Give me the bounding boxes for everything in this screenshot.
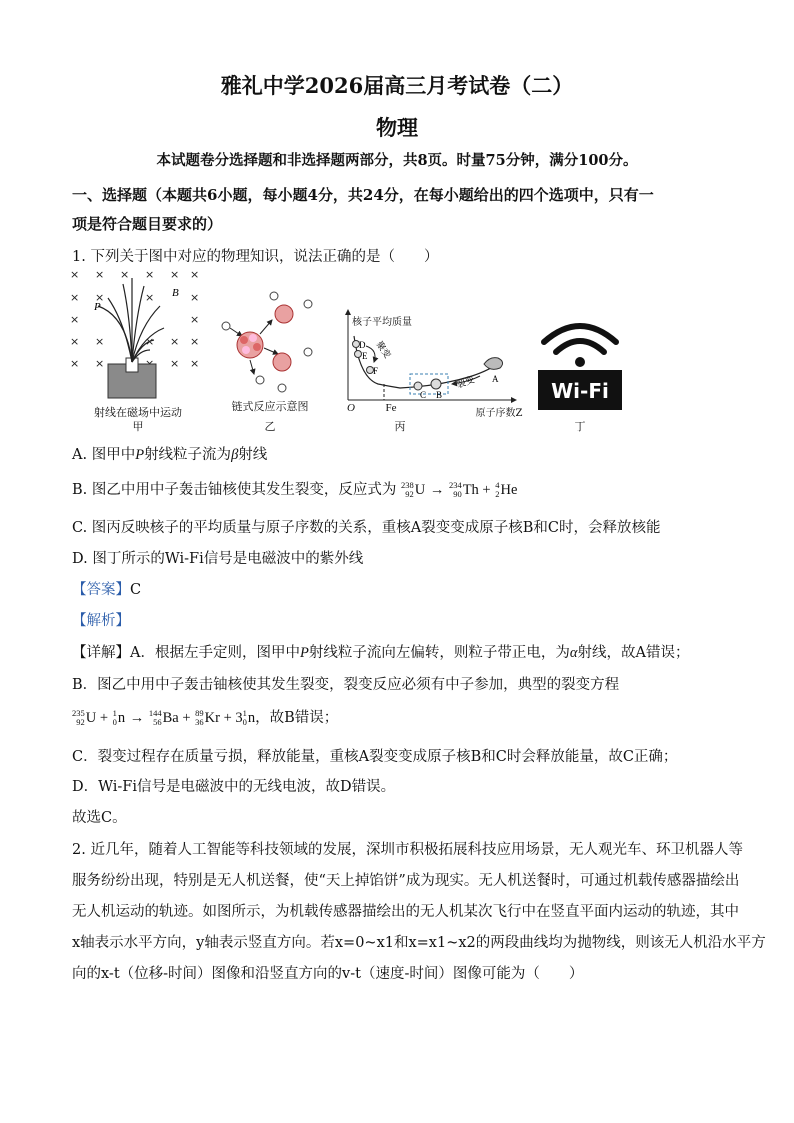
- answer-value: C: [130, 582, 142, 598]
- figure-yi-caption: 链式反应示意图: [231, 400, 309, 413]
- conclusion: 故选C。: [72, 810, 127, 826]
- detail-b: B．图乙中用中子轰击铀核使其发生裂变，裂变反应必须有中子参加，典型的裂变方程: [72, 677, 620, 693]
- subject-title: 物理: [376, 115, 418, 140]
- q1-option-d: D. 图丁所示的Wi-Fi信号是电磁波中的紫外线: [72, 551, 364, 567]
- figure-bing-xlabel: 原子序数Z: [475, 408, 523, 419]
- q2-line3: 无人机运动的轨迹。如图所示，为机载传感器描绘出的无人机某次飞行中在竖直平面内运动的轨迹，其中: [72, 904, 739, 920]
- q2-line1: 2. 近几年，随着人工智能等科技领域的发展，深圳市积极拓展科技应用场景，无人观光车、环卫机器人等: [72, 842, 743, 858]
- svg-text:裂变: 裂变: [455, 375, 476, 391]
- svg-text:×: ×: [70, 268, 80, 281]
- svg-text:聚变: 聚变: [373, 339, 393, 361]
- figure-jia-diagram: [68, 266, 208, 416]
- svg-text:×: ×: [120, 268, 130, 281]
- svg-text:×: ×: [70, 313, 80, 326]
- svg-text:×: ×: [95, 335, 105, 348]
- svg-text:P: P: [94, 301, 101, 313]
- svg-text:×: ×: [170, 357, 180, 370]
- q2-line2: 服务纷纷出现，特别是无人机送餐，使“天上掉馅饼”成为现实。无人机送餐时，可通过机载传感器描绘出: [72, 873, 740, 889]
- svg-text:×: ×: [95, 268, 105, 281]
- fission-equation: 235 92 U + 1 0 n → 144 56 Ba + 89 36 Kr + 3 1 0 n，故B错误；: [72, 708, 339, 727]
- svg-text:×: ×: [95, 291, 105, 304]
- analysis-tag: 【解析】: [72, 613, 130, 629]
- detail-c: C．裂变过程存在质量亏损，释放能量，重核A裂变变成原子核B和C时会释放能量，故C正确；: [72, 749, 678, 765]
- q2-line5: 向的x-t（位移-时间）图像和沿竖直方向的v-t（速度-时间）图像可能为（ ）: [72, 966, 584, 982]
- figure-jia-caption: 射线在磁场中运动: [94, 406, 182, 419]
- svg-text:A: A: [492, 374, 499, 384]
- answer-tag: 【答案】: [72, 582, 130, 598]
- svg-text:×: ×: [190, 291, 200, 304]
- u238-nuclide: 238 92: [400, 480, 414, 499]
- svg-text:B: B: [172, 287, 179, 299]
- svg-text:×: ×: [190, 268, 200, 281]
- q1-stem: 1. 下列关于图中对应的物理知识，说法正确的是（ ）: [72, 249, 439, 265]
- section-heading-line1: 一、选择题（本题共6小题，每小题4分，共24分，在每小题给出的四个选项中，只有一: [72, 186, 654, 204]
- figure-bing-origin: O: [347, 402, 355, 414]
- svg-text:C: C: [420, 390, 427, 400]
- svg-text:×: ×: [170, 335, 180, 348]
- figure-yi-label: 乙: [264, 420, 276, 433]
- figure-yi: [220, 290, 320, 405]
- figure-ding-label: 丁: [574, 420, 586, 433]
- q1-option-b: B. 图乙中用中子轰击铀核使其发生裂变，反应式为 238 92 U → 234 90 Th + 4 2 He: [72, 480, 518, 499]
- figure-jia: [68, 266, 208, 416]
- svg-text:D: D: [359, 340, 366, 350]
- svg-text:Wi-Fi: Wi-Fi: [551, 379, 609, 403]
- q2-line4: x轴表示水平方向，y轴表示竖直方向。若x=0~x1和x=x1~x2的两段曲线均为抛物线，则该无人机沿水平方: [72, 935, 766, 951]
- figure-jia-label: 甲: [132, 420, 144, 433]
- detail-a: 【详解】A．根据左手定则，图甲中P射线粒子流向左偏转，则粒子带正电，为α射线，故A错误；: [72, 645, 690, 661]
- figure-bing-label: 丙: [394, 420, 406, 433]
- page-title: 雅礼中学2026届高三月考试卷（二）: [220, 73, 574, 98]
- svg-text:×: ×: [145, 291, 155, 304]
- svg-text:×: ×: [70, 291, 80, 304]
- answer-line: [72, 578, 141, 599]
- svg-text:×: ×: [170, 268, 180, 281]
- svg-text:×: ×: [145, 335, 155, 348]
- figure-bing-fe: Fe: [385, 402, 397, 414]
- figure-ding: [538, 312, 622, 412]
- svg-text:B: B: [436, 390, 443, 400]
- svg-text:×: ×: [145, 268, 155, 281]
- svg-text:F: F: [373, 366, 379, 376]
- svg-text:×: ×: [190, 357, 200, 370]
- svg-text:×: ×: [70, 335, 80, 348]
- svg-text:E: E: [362, 351, 368, 361]
- q1-option-c: C. 图丙反映核子的平均质量与原子序数的关系，重核A裂变变成原子核B和C时，会释放核能: [72, 520, 661, 536]
- svg-text:×: ×: [190, 335, 200, 348]
- q1-option-a: A. 图甲中P射线粒子流为β射线: [72, 447, 268, 463]
- th234-nuclide: 234 90: [448, 480, 462, 499]
- section-heading-line2: 项是符合题目要求的）: [72, 215, 223, 233]
- detail-d: D．Wi-Fi信号是电磁波中的无线电波，故D错误。: [72, 779, 396, 795]
- svg-text:×: ×: [190, 313, 200, 326]
- figure-yi-diagram: [220, 290, 320, 405]
- svg-text:×: ×: [70, 357, 80, 370]
- exam-intro: 本试题卷分选择题和非选择题两部分，共8页。时量75分钟，满分100分。: [156, 152, 638, 169]
- svg-text:×: ×: [95, 357, 105, 370]
- he4-nuclide: 4 2: [495, 480, 500, 499]
- wifi-icon: [538, 312, 622, 412]
- figure-bing-ylabel: 核子平均质量: [352, 317, 412, 328]
